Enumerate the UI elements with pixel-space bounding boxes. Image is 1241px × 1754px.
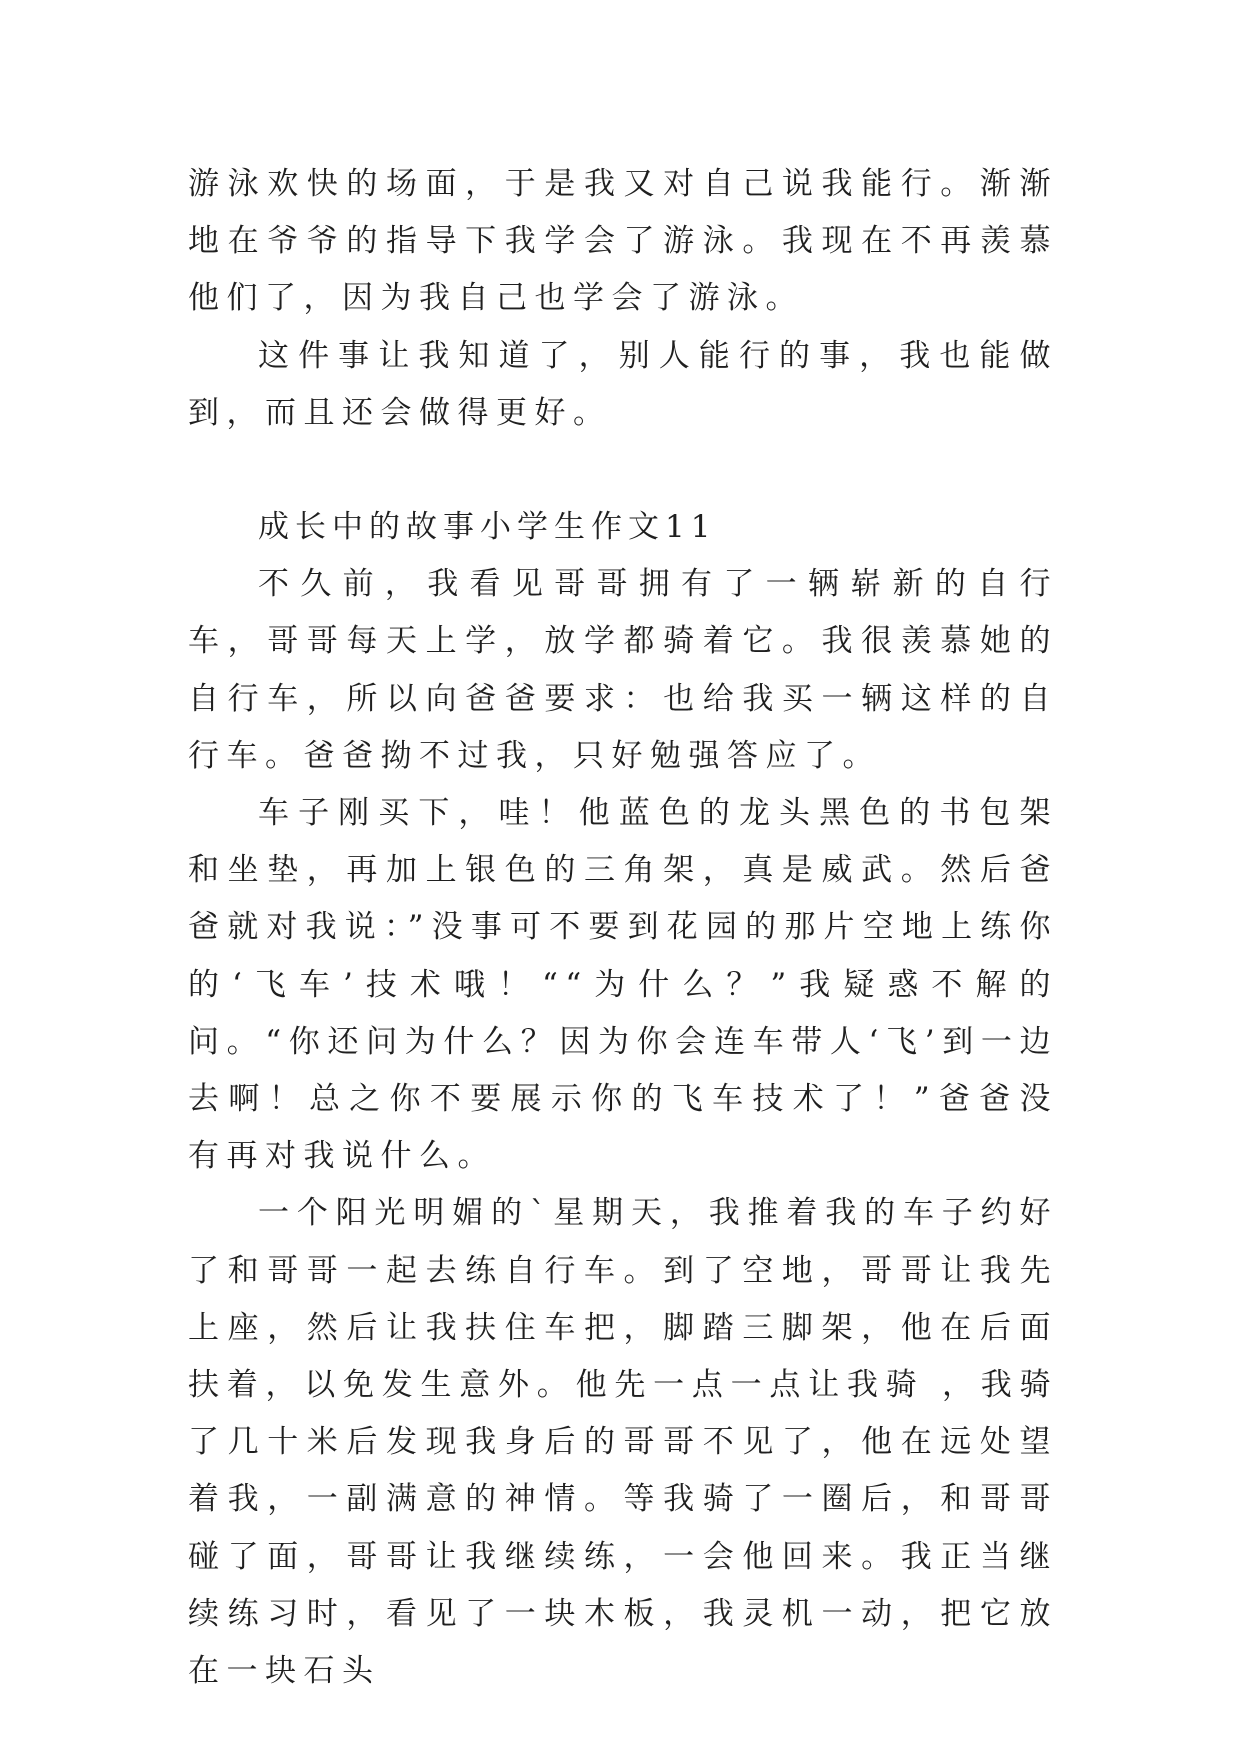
document-body bbox=[188, 156, 1058, 1700]
paragraph: 一个阳光明媚的`星期天，我推着我的车子约好了和哥哥一起去练自行车。到了空地，哥哥让我先上座，然后让我扶住车把，脚踏三脚架，他在后面扶着，以免发生意外。他先一点一点让我骑 ，我骑了几十米后发现我身后的哥哥不见了，他在远处望着我，一副满意的神情。等我骑了一圈后，和哥哥碰了面，哥哥让我继续练，一会他回来。我正当继续练习时，看见了一块木板，我灵机一动，把它放在一块石头 bbox=[188, 1195, 1058, 1690]
paragraph: 车子刚买下，哇！他蓝色的龙头黑色的书包架和坐垫，再加上银色的三角架，真是威武。然后爸爸就对我说：”没事可不要到花园的那片空地上练你的‘飞车’技术哦！““为什么？”我疑惑不解的问。“你还问为什么？因为你会连车带人‘飞’到一边去啊！总之你不要展示你的飞车技术了！”爸爸没有再对我说什么。 bbox=[188, 795, 1058, 1175]
section-title: 成长中的故事小学生作文11 bbox=[258, 509, 717, 546]
paragraph: 游泳欢快的场面，于是我又对自己说我能行。渐渐地在爷爷的指导下我学会了游泳。我现在不再羡慕他们了，因为我自己也学会了游泳。 bbox=[188, 166, 1058, 317]
paragraph: 不久前，我看见哥哥拥有了一辆崭新的自行车，哥哥每天上学，放学都骑着它。我很羡慕她的自行车，所以向爸爸要求：也给我买一辆这样的自行车。爸爸拗不过我，只好勉强答应了。 bbox=[188, 566, 1058, 774]
paragraph: 这件事让我知道了，别人能行的事，我也能做到，而且还会做得更好。 bbox=[188, 337, 1058, 431]
